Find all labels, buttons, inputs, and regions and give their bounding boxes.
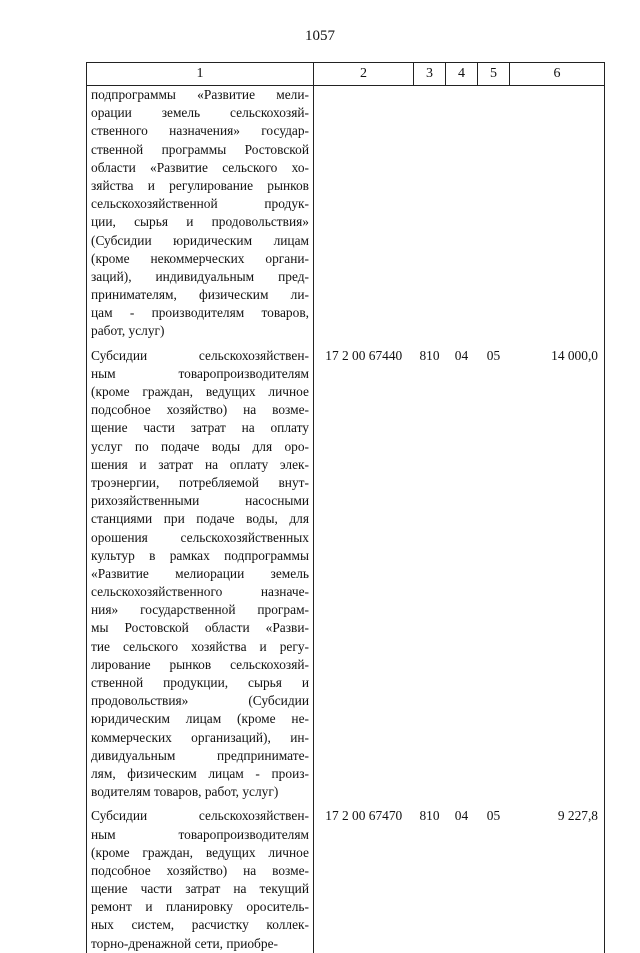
- amount-value: 14 000,0: [510, 341, 605, 802]
- description-line: цам - производителям товаров,: [91, 305, 309, 321]
- section-code: 04: [454, 347, 469, 363]
- description-line: ственного назначения» государ-: [91, 123, 309, 139]
- header-row: [87, 63, 605, 86]
- description-line: ственной программы Ростовской: [91, 141, 309, 157]
- description-line: ным товаропроизводителям: [91, 365, 309, 381]
- description-line: юридическим лицам (кроме не-: [91, 711, 309, 727]
- description-line: (Субсидии юридическим лицам: [91, 232, 309, 248]
- description-line: ремонт и планировку ороситель-: [91, 899, 309, 915]
- header-col-2: 2: [314, 63, 414, 86]
- budget-table: [86, 62, 605, 953]
- description-line: ции, сырья и продовольствия»: [91, 214, 309, 230]
- description-line: троэнергии, потребляемой внут-: [91, 474, 309, 490]
- header-col-6: 6: [510, 63, 605, 86]
- target-article-code: 17 2 00 67440: [325, 347, 403, 363]
- description-line: лям, физическим лицам - произ-: [91, 765, 309, 781]
- description-line: заций), индивидуальным пред-: [91, 268, 309, 284]
- header-col-5: 5: [478, 63, 510, 86]
- description-line: станциями при подаче воды, для: [91, 511, 309, 527]
- description-line: шения и затрат на оплату элек-: [91, 456, 309, 472]
- description-line: зяйства и регулирование рынков: [91, 177, 309, 193]
- description-line: дивидуальным предпринимате-: [91, 747, 309, 763]
- description-line: ния» государственной програм-: [91, 602, 309, 618]
- description-line: ным товаропроизводителям: [91, 826, 309, 842]
- header-col-1: 1: [87, 63, 314, 86]
- target-article-code: 17 2 00 67470: [325, 808, 403, 824]
- page-number: 1057: [305, 28, 335, 44]
- description-line: ственной продукции, сырья и: [91, 675, 309, 690]
- subsection-code: [478, 86, 510, 341]
- row-description: [87, 341, 314, 802]
- description-line: мы Ростовской области «Разви-: [91, 620, 309, 636]
- description-line: продовольствия» (Субсидии: [91, 693, 309, 709]
- expense-type-code: 810: [419, 347, 440, 363]
- description-line: лирование рынков сельскохозяй-: [91, 656, 309, 672]
- description-line: тие сельского хозяйства и регу-: [91, 638, 309, 654]
- description-line: Субсидии сельскохозяйствен-: [91, 347, 309, 363]
- header-col-4: 4: [446, 63, 478, 86]
- description-line: водителям товаров, работ, услуг): [91, 784, 279, 800]
- description-line: торно-дренажной сети, приобре-: [91, 935, 278, 951]
- subsection-code: 05: [486, 347, 501, 363]
- table-row: [87, 801, 605, 953]
- description-line: ных систем, расчистку коллек-: [91, 917, 309, 933]
- expense-type-code: [414, 86, 446, 341]
- description-line: щение части затрат на оплату: [91, 420, 309, 436]
- description-line: (кроме граждан, ведущих личное: [91, 384, 309, 399]
- section-code: 04: [454, 808, 469, 824]
- section-code: [446, 86, 478, 341]
- expense-type-code: 810: [419, 808, 440, 824]
- table-row: [87, 341, 605, 802]
- description-line: принимателям, физическим ли-: [91, 287, 309, 303]
- description-line: орошения сельскохозяйственных: [91, 529, 309, 545]
- target-article-code: [314, 86, 414, 341]
- amount-value: [510, 86, 605, 341]
- description-line: (кроме граждан, ведущих личное: [91, 844, 309, 860]
- description-line: сельскохозяйственной продук-: [91, 196, 309, 212]
- subsection-code: 05: [486, 808, 501, 824]
- description-line: области «Развитие сельского хо-: [91, 159, 309, 175]
- description-line: культур в рамках подпрограммы: [91, 547, 309, 563]
- row-description: [87, 86, 314, 341]
- description-line: щение части затрат на текущий: [91, 881, 309, 897]
- description-line: коммерческих организаций), ин-: [91, 729, 309, 745]
- description-line: сельскохозяйственного назначе-: [91, 584, 309, 600]
- description-line: работ, услуг): [91, 323, 165, 339]
- description-line: орации земель сельскохозяй-: [91, 105, 309, 121]
- description-line: подсобное хозяйство) на возме-: [91, 862, 309, 878]
- table-row: [87, 86, 605, 341]
- description-line: (кроме некоммерческих органи-: [91, 250, 309, 266]
- description-line: «Развитие мелиорации земель: [91, 565, 309, 581]
- description-line: рихозяйственными насосными: [91, 493, 309, 509]
- description-line: Субсидии сельскохозяйствен-: [91, 808, 309, 824]
- amount-value: 9 227,8: [510, 801, 605, 953]
- description-line: подпрограммы «Развитие мели-: [91, 87, 309, 102]
- header-col-3: 3: [414, 63, 446, 86]
- row-description: [87, 801, 314, 953]
- description-line: услуг по подаче воды для оро-: [91, 438, 309, 454]
- description-line: подсобное хозяйство) на возме-: [91, 402, 309, 418]
